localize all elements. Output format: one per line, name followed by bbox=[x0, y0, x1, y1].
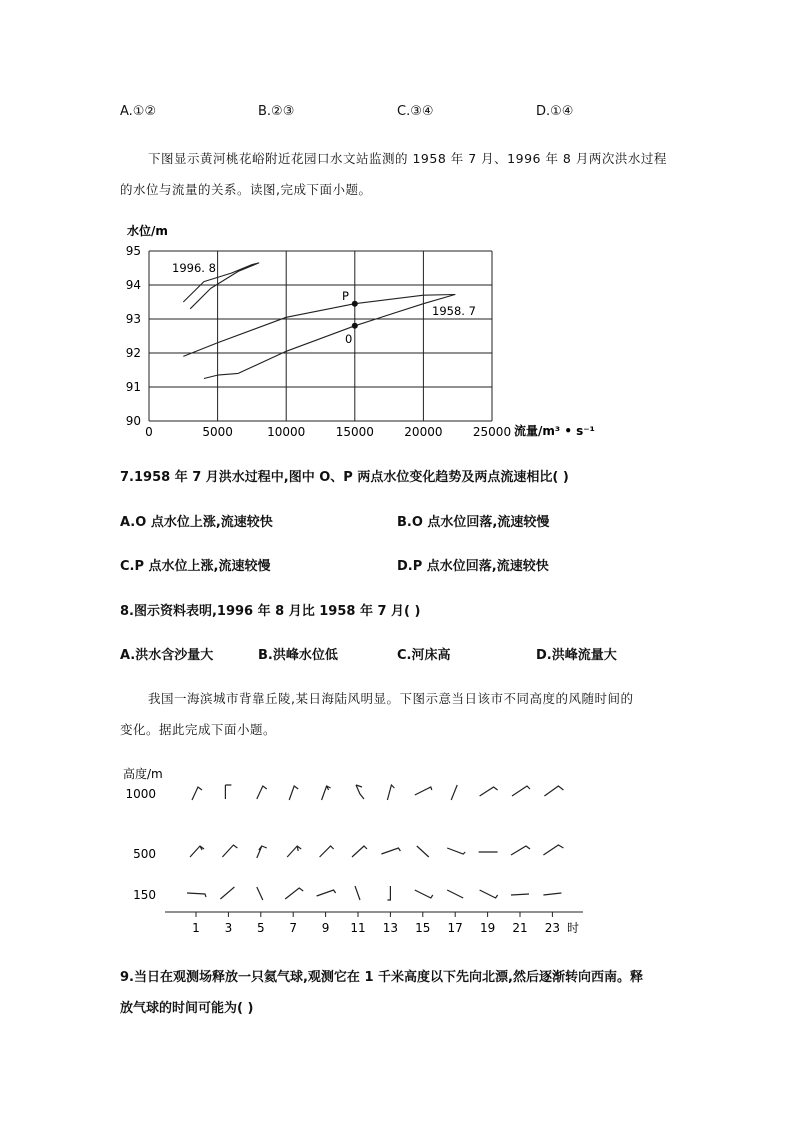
q6-option-b: B.②③ bbox=[258, 104, 295, 119]
intro2-line2: 变化。据此完成下面小题。 bbox=[120, 722, 277, 737]
wind-barb bbox=[451, 785, 457, 800]
wind-barb bbox=[289, 786, 298, 800]
chart1-ytick: 94 bbox=[125, 278, 141, 292]
wind-barb bbox=[447, 890, 463, 898]
wind-barb bbox=[356, 785, 364, 799]
chart2-xtick: 15 bbox=[415, 921, 431, 935]
wind-barb bbox=[511, 894, 529, 895]
q8-stem: 8.图示资料表明,1996 年 8 月比 1958 年 7 月( ) bbox=[120, 604, 421, 619]
wind-barb bbox=[355, 886, 360, 900]
q7-option-a: A.O 点水位上涨,流速较快 bbox=[120, 515, 273, 530]
wind-barb bbox=[387, 785, 394, 800]
wind-barb bbox=[222, 845, 237, 857]
wind-barb bbox=[480, 890, 498, 898]
wind-barb bbox=[187, 893, 206, 897]
intro1-line1: 下图显示黄河桃花峪附近花园口水文站监测的 1958 年 7 月、1996 年 8 月两次洪水过程 bbox=[148, 151, 667, 166]
wind-barb bbox=[192, 787, 202, 800]
series-line-1958 bbox=[183, 295, 455, 379]
q9-line1: 9.当日在观测场释放一只氦气球,观测它在 1 千米高度以下先向北漂,然后逐渐转向西南。释 bbox=[120, 970, 643, 985]
chart1-xtick: 15000 bbox=[335, 425, 374, 439]
chart2-xtick: 5 bbox=[256, 921, 265, 935]
wind-barb bbox=[190, 846, 204, 857]
point-p bbox=[352, 301, 358, 307]
q8-option-a: A.洪水含沙量大 bbox=[120, 648, 214, 663]
chart1-ytick: 93 bbox=[125, 312, 141, 326]
chart2-xtick: 3 bbox=[224, 921, 233, 935]
wind-barb bbox=[320, 846, 334, 857]
wind-barb bbox=[322, 786, 331, 800]
chart1-xtick: 0 bbox=[145, 425, 153, 439]
chart2-xtick: 1 bbox=[192, 921, 200, 935]
chart1-ytick: 90 bbox=[125, 414, 141, 428]
chart2-ytick-150: 150 bbox=[133, 888, 156, 902]
chart2-xtick: 9 bbox=[321, 921, 330, 935]
chart2-ytick-1000: 1000 bbox=[125, 787, 156, 801]
wind-barbs bbox=[187, 785, 563, 900]
wind-barb bbox=[285, 888, 303, 899]
point-o bbox=[352, 323, 358, 329]
q6-option-c: C.③④ bbox=[397, 104, 434, 119]
wind-barb bbox=[381, 848, 400, 854]
wind-barb bbox=[257, 846, 267, 858]
chart1-ylabel: 水位/m bbox=[127, 224, 168, 238]
q9-line2: 放气球的时间可能为( ) bbox=[120, 1001, 254, 1016]
wind-barb bbox=[287, 846, 301, 857]
chart1-ytick: 91 bbox=[125, 380, 141, 394]
q7-option-d: D.P 点水位回落,流速较快 bbox=[397, 559, 549, 574]
chart2-xtick: 19 bbox=[479, 921, 496, 935]
chart2-xtick: 23 bbox=[544, 921, 561, 935]
q7-stem: 7.1958 年 7 月洪水过程中,图中 O、P 两点水位变化趋势及两点流速相比( ) bbox=[120, 470, 569, 485]
wind-barb bbox=[317, 890, 336, 896]
chart2-xtick: 7 bbox=[289, 921, 298, 935]
wind-barb bbox=[387, 886, 390, 900]
q8-option-c: C.河床高 bbox=[397, 648, 451, 663]
chart1-xtick: 25000 bbox=[472, 425, 512, 439]
wind-barb bbox=[543, 845, 563, 855]
wind-barb bbox=[415, 787, 432, 795]
series-label-1996: 1996. 8 bbox=[172, 261, 216, 275]
point-label-p: P bbox=[342, 289, 349, 303]
chart2-ytick-500: 500 bbox=[133, 847, 156, 861]
wind-barb bbox=[220, 887, 234, 899]
intro1-line2: 的水位与流量的关系。读图,完成下面小题。 bbox=[120, 182, 372, 197]
chart2-xunit: 时 bbox=[567, 921, 580, 935]
wind-barb bbox=[352, 846, 367, 857]
wind-barb bbox=[415, 890, 433, 898]
wind-barb bbox=[512, 786, 530, 796]
chart1-xlabel: 流量/m³ • s⁻¹ bbox=[514, 424, 595, 438]
stage-discharge-chart bbox=[110, 218, 610, 443]
q8-option-d: D.洪峰流量大 bbox=[536, 648, 617, 663]
wind-barb bbox=[544, 786, 563, 796]
chart2-xtick: 17 bbox=[447, 921, 463, 935]
wind-barb bbox=[257, 786, 267, 799]
chart1-xtick: 20000 bbox=[404, 425, 443, 439]
q6-option-a: A.①② bbox=[120, 104, 157, 119]
q7-option-c: C.P 点水位上涨,流速较慢 bbox=[120, 559, 271, 574]
intro2-line1: 我国一海滨城市背靠丘陵,某日海陆风明显。下图示意当日该市不同高度的风随时间的 bbox=[148, 691, 634, 706]
chart1-series bbox=[183, 263, 455, 379]
wind-barb bbox=[225, 785, 231, 799]
chart2-ticks bbox=[192, 912, 560, 935]
chart2-xtick: 13 bbox=[382, 921, 399, 935]
q8-option-b: B.洪峰水位低 bbox=[258, 648, 338, 663]
q7-option-b: B.O 点水位回落,流速较慢 bbox=[397, 515, 550, 530]
chart1-xtick: 5000 bbox=[202, 425, 233, 439]
chart1-ytick: 95 bbox=[125, 244, 141, 258]
chart2-xtick: 11 bbox=[350, 921, 366, 935]
chart1-xtick: 10000 bbox=[267, 425, 306, 439]
chart2-xtick: 21 bbox=[512, 921, 528, 935]
wind-barb bbox=[447, 848, 465, 854]
wind-barb bbox=[511, 846, 530, 855]
wind-barb bbox=[480, 787, 498, 796]
series-label-1958: 1958. 7 bbox=[432, 304, 476, 318]
wind-barb bbox=[543, 893, 561, 895]
wind-barb bbox=[257, 887, 263, 900]
chart1-ytick: 92 bbox=[125, 346, 141, 360]
chart2-ylabel: 高度/m bbox=[123, 767, 163, 781]
wind-time-height-chart bbox=[115, 760, 595, 940]
q6-option-d: D.①④ bbox=[536, 104, 574, 119]
point-label-o: 0 bbox=[345, 332, 353, 346]
wind-barb bbox=[417, 846, 429, 857]
